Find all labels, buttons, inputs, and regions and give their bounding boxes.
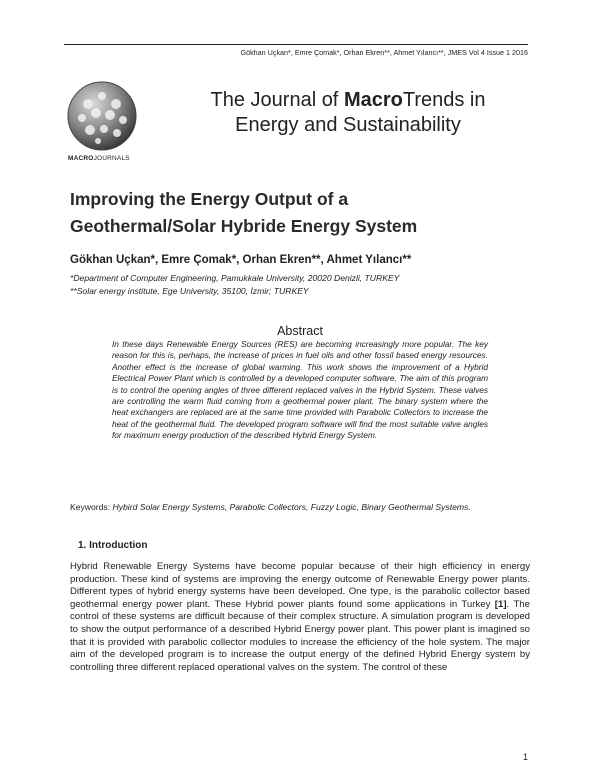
- page-number: 1: [522, 752, 528, 762]
- abstract-text: In these days Renewable Energy Sources (RES) are becoming increasingly more popular. The key reason for this is, perhaps, the increase of prices in fuel oils and other fossil based energy resources. Another effect is the increase of global warming. This work shows the improvement of a Hybrid Electrical Power Plant which is controlled by a developed computer software. The aim of this program is to control the opening angles of three different replaced valves in the Hybrid System. These valves are controlling the warm fluid coming from a geothermal power plant. The binary system where the heat exchangers are replaced are at the same time provided with Parabolic Collectors to increase the heat of the geothermal fluid. The developed program software will find the most suitable valve angles for maximum energy production of the described Hybrid Energy System.: [112, 339, 488, 441]
- keywords-label: Keywords:: [70, 502, 113, 512]
- introduction-text: Hybrid Renewable Energy Systems have become popular because of their high efficiency in energy production. These kind of systems are improving the energy outcome of Renewable Energy power plants. Different types of hybrid energy systems have been developed. One type, is the parabolic collector based geothermal energy power plant. These Hybrid power plants found some applications in Turkey [1]. The control of these systems are difficult because of their complex structure. A simulation program is developed to show the output performance of a described Hybrid Energy power plant. This power plant is imagined so that it is provided with parabolic collector modules to increase the efficiency of the hole system. The major aim of the developed program is to increase the output energy of the defined Hybrid Energy system by controlling three different replaced operational valves on the system. The control of these: [70, 561, 530, 673]
- abstract-heading: Abstract: [277, 324, 323, 338]
- author-list: Gökhan Uçkan*, Emre Çomak*, Orhan Ekren**, Ahmet Yılancı**: [70, 254, 412, 266]
- header-rule: [64, 44, 528, 45]
- citation-1[interactable]: [1]: [494, 598, 507, 610]
- logo-label: MACROJOURNALS: [68, 155, 130, 162]
- keywords-values: Hybird Solar Energy Systems, Parabolic Collectors, Fuzzy Logic, Binary Geothermal Systems.: [112, 502, 471, 512]
- section-heading-introduction: 1. Introduction: [78, 540, 148, 551]
- running-head: Gökhan Uçkan*, Emre Çomak*, Orhan Ekren**, Ahmet Yılancı**, JMES Vol 4 Issue 1 2016: [240, 48, 528, 57]
- keywords: [70, 502, 540, 512]
- journal-logo-globe: [66, 80, 138, 152]
- paper-title: Improving the Energy Output of a Geothermal/Solar Hybride Energy System: [70, 189, 418, 236]
- affiliation-1: *Department of Computer Engineering, Pamukkale University, 20020 Denizli, TURKEY: [70, 273, 400, 283]
- affiliation-2: **Solar energy institute, Ege University, 35100, İzmir; TURKEY: [70, 286, 309, 296]
- journal-name: The Journal of MacroTrends in Energy and Sustainability: [210, 89, 486, 136]
